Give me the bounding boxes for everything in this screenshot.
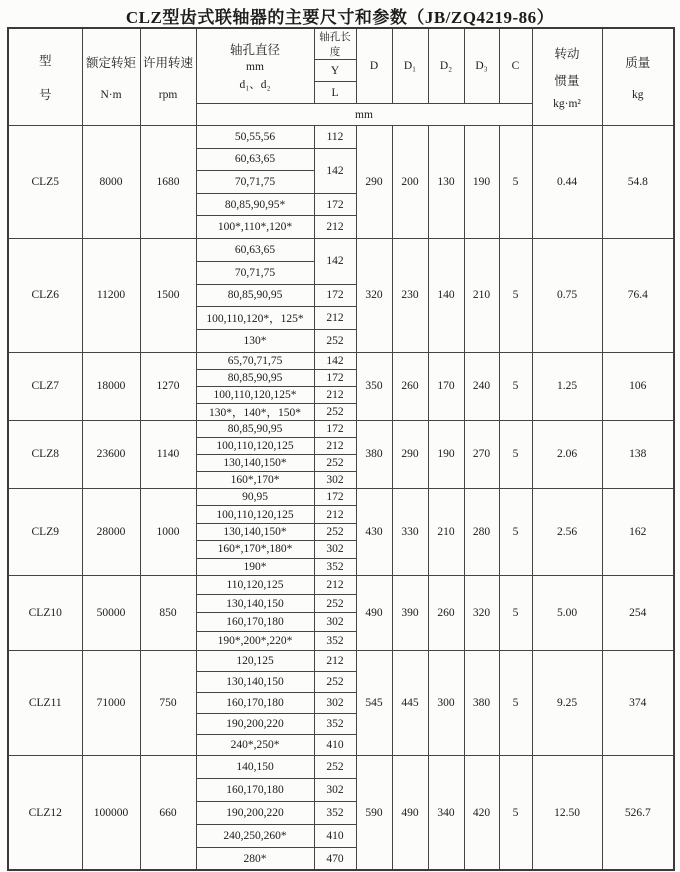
dim-D2-cell: 170 bbox=[428, 352, 464, 420]
dim-D3-cell: 190 bbox=[464, 126, 499, 239]
dim-D1-cell: 260 bbox=[392, 352, 428, 420]
bore-diameter-cell: 130,140,150 bbox=[196, 594, 314, 613]
bore-diameter-cell: 240*,250* bbox=[196, 734, 314, 755]
bore-diameter-cell: 190* bbox=[196, 558, 314, 575]
bore-diameter-cell: 190*,200*,220* bbox=[196, 632, 314, 651]
dim-D3-cell: 270 bbox=[464, 420, 499, 488]
bore-length-cell: 252 bbox=[314, 330, 356, 353]
inertia-cell: 9.25 bbox=[532, 650, 602, 755]
bore-length-cell: 112 bbox=[314, 126, 356, 149]
dim-D1-cell: 290 bbox=[392, 420, 428, 488]
speed-cell: 1000 bbox=[140, 488, 196, 575]
header-model-line2: 号 bbox=[38, 88, 52, 102]
bore-length-cell: 352 bbox=[314, 713, 356, 734]
spec-table bbox=[7, 27, 675, 871]
dim-D1-cell: 200 bbox=[392, 126, 428, 239]
speed-cell: 750 bbox=[140, 650, 196, 755]
bore-length-cell: 172 bbox=[314, 488, 356, 505]
header-unit-mm: mm bbox=[196, 104, 532, 126]
bore-length-cell: 212 bbox=[314, 216, 356, 239]
dim-D1-cell: 445 bbox=[392, 650, 428, 755]
page-title: CLZ型齿式联轴器的主要尺寸和参数（JB/ZQ4219-86） bbox=[125, 8, 555, 27]
bore-diameter-cell: 160*,170*,180* bbox=[196, 541, 314, 558]
bore-length-cell: 172 bbox=[314, 193, 356, 216]
header-torque bbox=[82, 28, 140, 126]
mass-cell: 76.4 bbox=[602, 238, 674, 352]
bore-diameter-cell: 80,85,90,95 bbox=[196, 369, 314, 386]
header-mass bbox=[602, 28, 674, 126]
header-model bbox=[8, 28, 82, 126]
header-dim-D2: D₂ bbox=[428, 28, 464, 104]
dim-D2-cell: 140 bbox=[428, 238, 464, 352]
model-cell: CLZ11 bbox=[8, 650, 82, 755]
bore-length-cell: 352 bbox=[314, 632, 356, 651]
header-dim-D: D bbox=[356, 28, 392, 104]
dim-C-cell: 5 bbox=[499, 352, 532, 420]
mass-cell: 138 bbox=[602, 420, 674, 488]
dim-C-cell: 5 bbox=[499, 238, 532, 352]
bore-diameter-cell: 70,71,75 bbox=[196, 171, 314, 194]
dim-D2-cell: 210 bbox=[428, 488, 464, 575]
header-speed bbox=[140, 28, 196, 126]
bore-length-cell: 172 bbox=[314, 369, 356, 386]
bore-diameter-cell: 160*,170* bbox=[196, 471, 314, 488]
model-cell: CLZ10 bbox=[8, 575, 82, 650]
header-torque-label: 额定转矩 bbox=[85, 56, 136, 70]
rated-torque-cell: 71000 bbox=[82, 650, 140, 755]
dim-D-cell: 430 bbox=[356, 488, 392, 575]
bore-diameter-cell: 60,63,65 bbox=[196, 238, 314, 261]
mass-cell: 106 bbox=[602, 352, 674, 420]
dim-C-cell: 5 bbox=[499, 420, 532, 488]
dim-D2-cell: 300 bbox=[428, 650, 464, 755]
bore-length-cell: 302 bbox=[314, 692, 356, 713]
dim-D2-cell: 130 bbox=[428, 126, 464, 239]
mass-cell: 162 bbox=[602, 488, 674, 575]
bore-diameter-cell: 80,85,90,95 bbox=[196, 420, 314, 437]
mass-cell: 254 bbox=[602, 575, 674, 650]
bore-diameter-cell: 160,170,180 bbox=[196, 613, 314, 632]
header-dim-D1: D₁ bbox=[392, 28, 428, 104]
dim-D3-cell: 210 bbox=[464, 238, 499, 352]
dim-D3-cell: 280 bbox=[464, 488, 499, 575]
model-cell: CLZ7 bbox=[8, 352, 82, 420]
inertia-cell: 5.00 bbox=[532, 575, 602, 650]
bore-length-cell: 410 bbox=[314, 824, 356, 847]
bore-length-cell: 252 bbox=[314, 671, 356, 692]
mass-cell: 374 bbox=[602, 650, 674, 755]
bore-diameter-cell: 50,55,56 bbox=[196, 126, 314, 149]
inertia-cell: 12.50 bbox=[532, 755, 602, 870]
bore-diameter-cell: 240,250,260* bbox=[196, 824, 314, 847]
header-inertia bbox=[532, 28, 602, 126]
dim-D-cell: 490 bbox=[356, 575, 392, 650]
model-cell: CLZ8 bbox=[8, 420, 82, 488]
dim-D3-cell: 380 bbox=[464, 650, 499, 755]
rated-torque-cell: 50000 bbox=[82, 575, 140, 650]
bore-diameter-cell: 120,125 bbox=[196, 650, 314, 671]
model-cell: CLZ5 bbox=[8, 126, 82, 239]
bore-length-cell: 212 bbox=[314, 506, 356, 523]
dim-D-cell: 380 bbox=[356, 420, 392, 488]
speed-cell: 1270 bbox=[140, 352, 196, 420]
dim-D2-cell: 190 bbox=[428, 420, 464, 488]
dim-D1-cell: 230 bbox=[392, 238, 428, 352]
header-length-L: L bbox=[314, 82, 356, 104]
bore-diameter-cell: 60,63,65 bbox=[196, 148, 314, 171]
speed-cell: 1500 bbox=[140, 238, 196, 352]
bore-length-cell: 302 bbox=[314, 613, 356, 632]
dim-D-cell: 545 bbox=[356, 650, 392, 755]
bore-diameter-cell: 280* bbox=[196, 847, 314, 870]
bore-diameter-cell: 100,110,120,125 bbox=[196, 437, 314, 454]
bore-length-cell: 212 bbox=[314, 437, 356, 454]
rated-torque-cell: 8000 bbox=[82, 126, 140, 239]
dim-D-cell: 320 bbox=[356, 238, 392, 352]
model-cell: CLZ12 bbox=[8, 755, 82, 870]
bore-diameter-cell: 160,170,180 bbox=[196, 692, 314, 713]
speed-cell: 850 bbox=[140, 575, 196, 650]
header-inertia-unit: kg·m² bbox=[553, 98, 581, 110]
bore-diameter-cell: 100,110,120,125 bbox=[196, 506, 314, 523]
header-inertia-label2: 惯量 bbox=[554, 74, 580, 88]
rated-torque-cell: 100000 bbox=[82, 755, 140, 870]
bore-diameter-cell: 100*,110*,120* bbox=[196, 216, 314, 239]
bore-diameter-cell: 130*，140*，150* bbox=[196, 403, 314, 420]
bore-length-cell: 212 bbox=[314, 386, 356, 403]
dim-D3-cell: 420 bbox=[464, 755, 499, 870]
inertia-cell: 2.06 bbox=[532, 420, 602, 488]
header-model-line1: 型 bbox=[38, 54, 52, 68]
bore-diameter-cell: 80,85,90,95 bbox=[196, 284, 314, 307]
rated-torque-cell: 11200 bbox=[82, 238, 140, 352]
rated-torque-cell: 28000 bbox=[82, 488, 140, 575]
bore-length-cell: 252 bbox=[314, 594, 356, 613]
bore-diameter-cell: 130,140,150* bbox=[196, 454, 314, 471]
rated-torque-cell: 18000 bbox=[82, 352, 140, 420]
bore-length-cell: 172 bbox=[314, 420, 356, 437]
header-length-Y: Y bbox=[314, 60, 356, 82]
inertia-cell: 0.44 bbox=[532, 126, 602, 239]
header-bore-diameter-symbols: d₁、d₂ bbox=[239, 79, 271, 91]
header-dim-C: C bbox=[499, 28, 532, 104]
bore-length-cell: 142 bbox=[314, 148, 356, 193]
dim-D2-cell: 340 bbox=[428, 755, 464, 870]
bore-length-cell: 212 bbox=[314, 650, 356, 671]
header-dim-D3: D₃ bbox=[464, 28, 499, 104]
header-speed-unit: rpm bbox=[158, 89, 178, 101]
bore-diameter-cell: 110,120,125 bbox=[196, 575, 314, 594]
bore-length-cell: 302 bbox=[314, 778, 356, 801]
header-mass-label: 质量 bbox=[625, 56, 651, 70]
bore-length-cell: 252 bbox=[314, 454, 356, 471]
bore-diameter-cell: 190,200,220 bbox=[196, 801, 314, 824]
bore-length-cell: 302 bbox=[314, 541, 356, 558]
model-cell: CLZ9 bbox=[8, 488, 82, 575]
dim-D1-cell: 390 bbox=[392, 575, 428, 650]
inertia-cell: 2.56 bbox=[532, 488, 602, 575]
bore-length-cell: 252 bbox=[314, 523, 356, 540]
bore-length-cell: 352 bbox=[314, 558, 356, 575]
speed-cell: 1680 bbox=[140, 126, 196, 239]
bore-diameter-cell: 90,95 bbox=[196, 488, 314, 505]
bore-length-cell: 252 bbox=[314, 403, 356, 420]
bore-diameter-cell: 65,70,71,75 bbox=[196, 352, 314, 369]
header-bore-diameter-unit: mm bbox=[246, 61, 264, 73]
bore-length-cell: 302 bbox=[314, 471, 356, 488]
header-bore-diameter bbox=[196, 28, 314, 104]
mass-cell: 526.7 bbox=[602, 755, 674, 870]
header-mass-unit: kg bbox=[632, 89, 644, 101]
bore-diameter-cell: 70,71,75 bbox=[196, 261, 314, 284]
dim-C-cell: 5 bbox=[499, 126, 532, 239]
bore-diameter-cell: 80,85,90,95* bbox=[196, 193, 314, 216]
bore-diameter-cell: 130,140,150 bbox=[196, 671, 314, 692]
bore-length-cell: 212 bbox=[314, 575, 356, 594]
model-cell: CLZ6 bbox=[8, 238, 82, 352]
dim-C-cell: 5 bbox=[499, 650, 532, 755]
rated-torque-cell: 23600 bbox=[82, 420, 140, 488]
mass-cell: 54.8 bbox=[602, 126, 674, 239]
inertia-cell: 1.25 bbox=[532, 352, 602, 420]
dim-D1-cell: 490 bbox=[392, 755, 428, 870]
bore-length-cell: 212 bbox=[314, 307, 356, 330]
dim-D1-cell: 330 bbox=[392, 488, 428, 575]
dim-D-cell: 290 bbox=[356, 126, 392, 239]
bore-diameter-cell: 140,150 bbox=[196, 755, 314, 778]
bore-length-cell: 470 bbox=[314, 847, 356, 870]
inertia-cell: 0.75 bbox=[532, 238, 602, 352]
header-torque-unit: N·m bbox=[100, 89, 122, 101]
bore-length-cell: 172 bbox=[314, 284, 356, 307]
bore-diameter-cell: 100,110,120*，125* bbox=[196, 307, 314, 330]
dim-C-cell: 5 bbox=[499, 488, 532, 575]
bore-diameter-cell: 160,170,180 bbox=[196, 778, 314, 801]
bore-diameter-cell: 190,200,220 bbox=[196, 713, 314, 734]
bore-length-cell: 142 bbox=[314, 238, 356, 284]
header-bore-length: 轴孔长度 bbox=[314, 28, 356, 60]
dim-D-cell: 590 bbox=[356, 755, 392, 870]
header-bore-diameter-label: 轴孔直径 bbox=[229, 43, 280, 57]
bore-diameter-cell: 100,110,120,125* bbox=[196, 386, 314, 403]
dim-D3-cell: 240 bbox=[464, 352, 499, 420]
dim-C-cell: 5 bbox=[499, 575, 532, 650]
dim-C-cell: 5 bbox=[499, 755, 532, 870]
bore-diameter-cell: 130* bbox=[196, 330, 314, 353]
bore-length-cell: 252 bbox=[314, 755, 356, 778]
speed-cell: 1140 bbox=[140, 420, 196, 488]
speed-cell: 660 bbox=[140, 755, 196, 870]
bore-length-cell: 410 bbox=[314, 734, 356, 755]
dim-D-cell: 350 bbox=[356, 352, 392, 420]
bore-diameter-cell: 130,140,150* bbox=[196, 523, 314, 540]
header-inertia-label1: 转动 bbox=[554, 47, 580, 61]
bore-length-cell: 352 bbox=[314, 801, 356, 824]
header-speed-label: 许用转速 bbox=[142, 56, 193, 70]
bore-length-cell: 142 bbox=[314, 352, 356, 369]
dim-D2-cell: 260 bbox=[428, 575, 464, 650]
dim-D3-cell: 320 bbox=[464, 575, 499, 650]
